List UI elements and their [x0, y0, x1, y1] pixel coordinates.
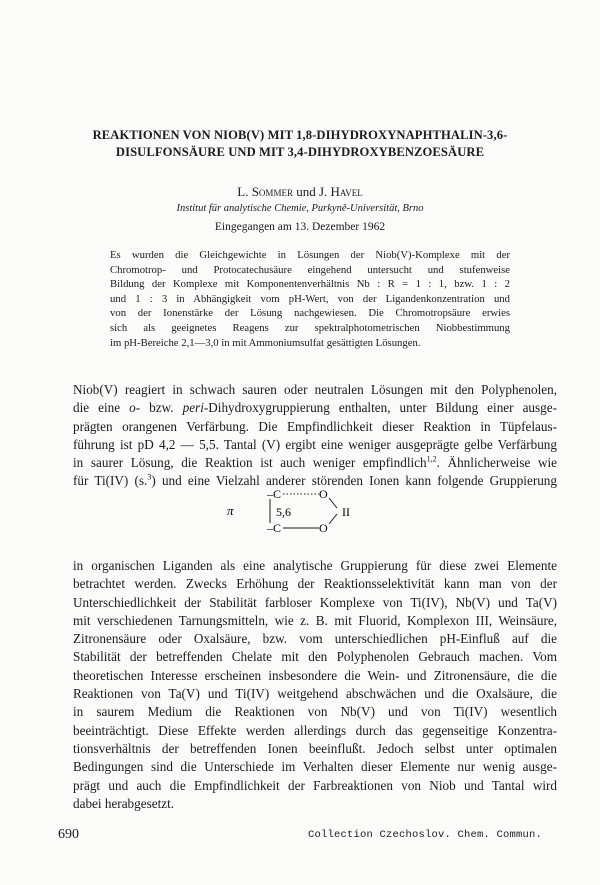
body-line: tionsverhältnis der betreffenden Ionen beeinflußt. Jedoch selbst unter optimalen: [73, 740, 557, 756]
author-1: L. Sommer: [237, 184, 293, 199]
body-line: mit verschiedenen Tarnungsmitteln, wie z. B. mit Fluorid, Komplexon III, Weinsäure,: [73, 612, 557, 628]
title-line: REAKTIONEN VON NIOB(V) MIT 1,8-DIHYDROXYNAPHTHALIN-3,6-: [92, 128, 508, 142]
body-line: Reaktionen von Ta(V) und Ti(IV) weitgehend abschwächen und die Oxalsäure, die: [73, 686, 557, 702]
journal-name: Collection Czechoslov. Chem. Commun.: [307, 829, 542, 841]
citation-superscript: 3: [147, 473, 152, 483]
text-run: für Ti(IV) (s.: [73, 473, 148, 489]
body-line: [73, 454, 557, 472]
body-line: Unterschiedlichkeit der Stabilität farbloser Komplexe von Ti(IV), Nb(V) und Ta(V): [73, 594, 557, 610]
formula-link-top: [329, 498, 337, 508]
text-run-italic: o-: [129, 400, 141, 416]
formula-carbon-bottom: –C: [267, 521, 282, 535]
text-run: -Dihydroxygruppierung enthalten, unter Bildung einer ausge-: [203, 400, 557, 416]
abstract: [110, 248, 510, 350]
abstract-line: und 1 : 3 in Abhängigkeit vom pH-Wert, von der Ligandenkonzentration und: [110, 292, 510, 305]
text-run-italic: peri: [182, 400, 204, 416]
text-run: die eine: [73, 400, 130, 416]
author-2: J. Havel: [318, 184, 363, 199]
authors-conjunction: und: [296, 184, 316, 199]
institute: Institut für analytische Chemie, Purkyně-Universität, Brno: [176, 203, 424, 214]
body-line: Niob(V) reagiert in schwach sauren oder neutralen Lösungen mit den Polyphenolen,: [73, 382, 557, 397]
formula-oxygen-top: O: [319, 487, 328, 501]
formula-link-bottom: [329, 514, 337, 524]
body-line: in saurem Medium die Reaktionen von Nb(V) und von Ti(IV) wesentlich: [73, 704, 557, 720]
body-line: Stabilität der betreffenden Chelate mit den Polyphenolen Gebrauch machen. Vom: [73, 649, 557, 665]
body-paragraph-2: [73, 557, 557, 813]
text-run: in saurer Lösung, die Reaktion ist auch weniger empfindlich: [73, 455, 427, 471]
title-line: DISULFONSÄURE UND MIT 3,4-DIHYDROXYBENZOESÄURE: [115, 145, 485, 159]
formula-carbon-top: –C: [267, 487, 282, 501]
text-run: ) und eine Vielzahl anderer störenden Ionen kann folgende Gruppierung: [151, 473, 557, 489]
body-line: Zitronensäure oder Oxalsäure, bzw. vom unterschiedlichen pH-Einfluß auf die: [73, 631, 557, 647]
formula-oxygen-bottom: O: [319, 521, 328, 535]
body-line: Bedingungen sind die Unterschiede im Verhalten dieser Elemente nur wenig ausge-: [73, 759, 557, 775]
authors: [0, 184, 600, 200]
body-line: betrachtet werden. Zwecks Erhöhung der Reaktionsselektivität kann man von der: [73, 576, 557, 592]
abstract-line: Bildung der Komplexe mit Komponentenverhältnis Nb : R = 1 : 1, bzw. 1 : 2: [110, 278, 510, 291]
body-line: führung ist pD 4,2 — 5,5. Tantal (V) ergibt eine weniger ausgeprägte gelbe Verfärbung: [73, 436, 557, 452]
abstract-line: im pH-Bereiche 2,1—3,0 in mit Ammoniumsulfat gesättigten Lösungen.: [110, 336, 421, 349]
chemical-formula: [225, 476, 365, 546]
body-line: prägt und auch die Empfindlichkeit der Farbreaktionen von Niob und Tantal wird: [73, 777, 557, 793]
body-paragraph-1: [73, 381, 557, 491]
formula-ring-label: 5,6: [276, 505, 291, 519]
formula-pi: π: [227, 503, 234, 518]
formula-roman-numeral: II: [342, 505, 350, 519]
page-number: 690: [58, 827, 79, 842]
citation-superscript: 1,2: [426, 454, 437, 464]
body-line: beeinträchtigt. Diese Effekte werden allerdings durch das gegenseitige Konzentra-: [73, 722, 557, 738]
abstract-line: Es wurden die Gleichgewichte in Lösungen der Niob(V)-Komplexe mit der: [110, 249, 510, 261]
text-run: bzw.: [140, 400, 183, 416]
abstract-line: von der Ionenstärke der Lösung nachgewiesen. Die Chromotropsäure erwies: [110, 307, 510, 320]
body-line: prägten orangenen Verfärbung. Die Empfindlichkeit dieser Reaktion in Tüpfelaus-: [73, 418, 557, 434]
body-line: theoretischen Interesse erscheinen insbesondere die Wein- und Zitronensäure, die die: [73, 667, 557, 683]
body-line: in organischen Liganden als eine analytische Gruppierung für diese zwei Elemente: [73, 558, 557, 573]
article-title: [70, 127, 530, 161]
text-run: . Ähnlicherweise wie: [436, 455, 557, 471]
abstract-line: sich als geeignetes Reagens zur spektralphotometrischen Niobbestimmung: [110, 321, 510, 334]
body-line: dabei herabgesetzt.: [73, 795, 175, 811]
body-line: [73, 399, 557, 417]
abstract-line: Chromotrop- und Protocatechusäure eingehend untersucht und stufenweise: [110, 263, 510, 276]
received-date: Eingegangen am 13. Dezember 1962: [214, 221, 386, 233]
